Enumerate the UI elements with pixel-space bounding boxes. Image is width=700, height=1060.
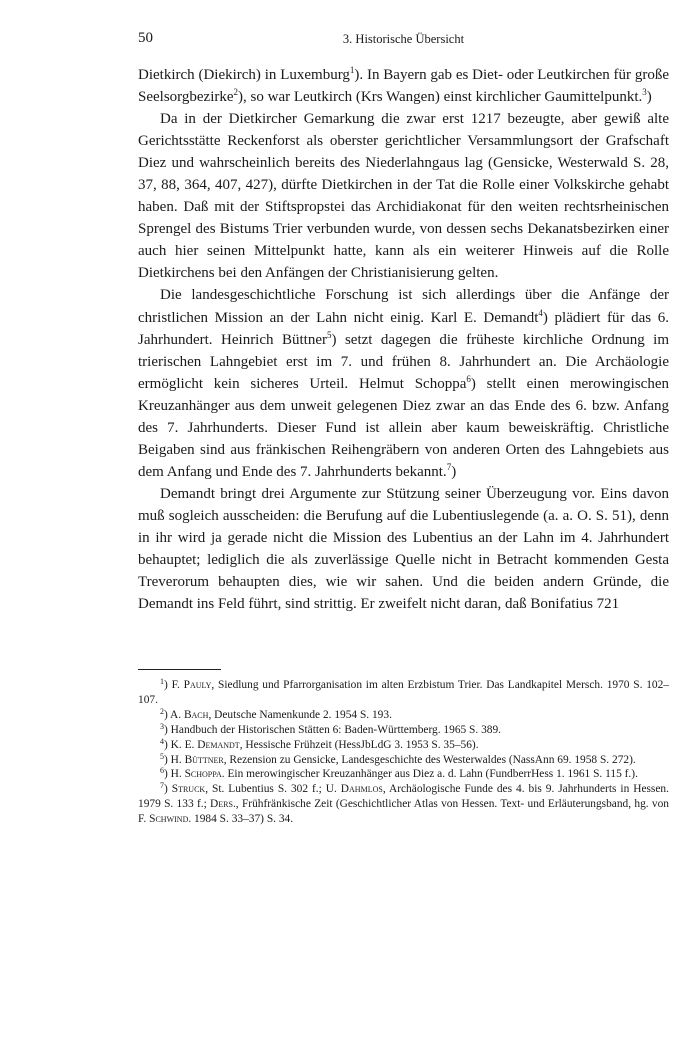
author-name: Demandt — [197, 738, 240, 751]
footnote — [138, 753, 669, 768]
text-segment: , Rezension zu Gensicke, Landesgeschichte des Westerwaldes (NassAnn 69. 1958 S. 272). — [223, 753, 636, 766]
footnote-number: 7 — [160, 781, 164, 791]
paragraph — [138, 108, 669, 284]
page-header — [138, 30, 669, 52]
footnote-number: 3 — [160, 721, 164, 731]
footnote-paren: ) — [164, 768, 171, 781]
footnote — [138, 723, 669, 738]
text-segment: ). In Bayern gab es Diet- oder Leutkirchen für große Seelsorgbezirke — [138, 67, 669, 106]
text-segment: , Archäologische Funde des 4. bis 9. Jahrhunderts in Hessen. 1979 S. 133 f.; — [138, 783, 669, 811]
text-segment: H. — [170, 768, 185, 781]
footnote — [138, 738, 669, 753]
text-segment: K. E. — [170, 738, 198, 751]
footnotes — [138, 678, 669, 827]
author-name: Bach — [183, 708, 209, 721]
author-name: Schwind — [149, 813, 189, 826]
footnote-paren: ) — [164, 723, 171, 736]
footnote — [138, 708, 669, 723]
paragraph — [138, 284, 669, 482]
text-segment: F. — [171, 679, 184, 691]
text-segment: ) plädiert für das 6. Jahrhundert. Heinrich Büttner — [138, 309, 669, 348]
footnote-number: 2 — [160, 706, 164, 716]
author-name: Schoppa — [184, 768, 222, 781]
footnote-ref: 1 — [349, 65, 355, 75]
running-head: 3. Historische Übersicht — [342, 32, 465, 46]
author-name: Dahmlos — [340, 783, 383, 796]
text-segment: . Ein merowingischer Kreuzanhänger aus Diez a. d. Lahn (FundberrHess 1. 1961 S. 115 f.). — [221, 768, 638, 781]
text-segment: ), so war Leutkirch (Krs Wangen) einst kirchlicher Gaumittelpunkt. — [238, 89, 643, 106]
footnote-paren: ) — [164, 708, 171, 721]
text-segment: Dietkirch (Diekirch) in Luxemburg — [138, 67, 350, 83]
text-segment: , Hessische Frühzeit (HessJbLdG 3. 1953 S. 35–56). — [239, 738, 479, 751]
footnote-ref: 7 — [446, 461, 452, 472]
footnote-paren: ) — [164, 783, 172, 796]
text-segment: H. — [170, 753, 185, 766]
text-segment: Da in der Dietkircher Gemarkung die zwar erst 1217 bezeugte, aber gewiß alte Gerichtsstätte Reckenforst als oberster gerichtlicher Versammlungsort der Grafschaft Diez und wahrscheinlich bereits des Niederlahngaus lag (Gensicke, Westerwald S. 28, 37, 88, 364, 407, 427), dürfte Dietkirchen in der Tat die Rolle einer Volkskirche gehabt haben. Daß mit der Stiftspropstei das Archidiakonat für den weiten rechtsrheinischen Sprengel des Bistums Trier verbunden wurde, von dessen sechs Dekanatsbezirken einer auch hier seinen Mittelpunkt hatte, kann als ein weiterer Hinweis auf die Rolle Dietkirchens bei den Anfängen der Christianisierung gelten. — [138, 111, 669, 282]
footnote-ref: 3 — [642, 87, 647, 98]
text-segment: , St. Lubentius S. 302 f.; U. — [205, 783, 341, 796]
footnote-number: 1 — [160, 677, 164, 686]
footnote-ref: 6 — [466, 373, 471, 384]
text-segment: , Deutsche Namenkunde 2. 1954 S. 193. — [208, 708, 392, 721]
footnote-ref: 4 — [538, 307, 543, 318]
footnote-ref: 5 — [326, 329, 332, 340]
text-segment: Die landesgeschichtliche Forschung ist sich allerdings über die Anfänge der christlichen Mission an der Lahn nicht einig. Karl E. Demandt — [138, 287, 669, 326]
page-number: 50 — [138, 30, 153, 46]
author-name: Struck — [171, 783, 206, 796]
text-segment: . 1984 S. 33–37) S. 34. — [188, 813, 294, 826]
text-segment: ) — [646, 89, 652, 106]
footnote-divider — [138, 669, 221, 670]
text-segment: Handbuch der Historischen Stätten 6: Baden-Württemberg. 1965 S. 389. — [170, 723, 502, 736]
footnote — [138, 767, 669, 782]
text-segment: ) stellt einen merowingischen Kreuzanhänger aus dem unweit gelegenen Diez zwar an das Ende des 6. bzw. Anfang des 7. Jahrhunderts. Dieser Fund ist allein aber kaum beweiskräftig. Christliche Beigaben sind aus fränkischen Reihengräbern von anderen Orten des Lahngebiets aus dem Anfang und Ende des 7. Jahrhunderts bekannt. — [138, 375, 669, 480]
text-segment: Demandt bringt drei Argumente zur Stützung seiner Überzeugung vor. Eins davon muß sogleich ausscheiden: die Berufung auf die Lubentiuslegende (a. a. O. S. 51), denn in ihr wird ja gerade nicht die Mission des Lubentius an der Lahn im 4. Jahrhundert behauptet; lediglich die als zuverlässige Quelle nicht in Betracht kommenden Gesta Treverorum behaupten dies, wie wir sahen. Und die beiden andern Gründe, die Demandt ins Feld führt, sind strittig. Er zweifelt nicht daran, daß Bonifatius 721 — [138, 485, 669, 613]
text-segment: A. — [170, 708, 184, 721]
author-name: Büttner — [184, 753, 224, 766]
author-name: Ders. — [210, 798, 236, 811]
author-name: Pauly — [183, 679, 212, 691]
footnote — [138, 782, 669, 827]
footnote-paren: ) — [164, 753, 171, 766]
footnote — [138, 678, 669, 708]
main-text — [138, 64, 669, 615]
footnote-number: 4 — [160, 736, 164, 746]
paragraph — [138, 64, 669, 108]
footnote-ref: 2 — [233, 87, 239, 98]
footnote-number: 5 — [160, 751, 164, 761]
paragraph — [138, 483, 669, 615]
footnote-paren: ) — [164, 738, 171, 751]
text-segment: , Siedlung und Pfarrorganisation im alten Erzbistum Trier. Das Landkapitel Mersch. 1970 S. 102–107. — [138, 679, 669, 706]
footnote-paren: ) — [164, 679, 172, 691]
text-segment: , Frühfränkische Zeit (Geschichtlicher Atlas von Hessen. Text- und Erläuterungsband, hg. von F. — [138, 798, 669, 826]
footnote-number: 6 — [160, 766, 164, 776]
text-segment: ) — [451, 463, 457, 480]
text-segment: ) setzt dagegen die früheste kirchliche Ordnung im trierischen Lahngebiet erst im 7. und frühen 8. Jahrhundert an. Die Archäologie ermöglicht kein sicheres Urteil. Helmut Schoppa — [138, 331, 670, 392]
